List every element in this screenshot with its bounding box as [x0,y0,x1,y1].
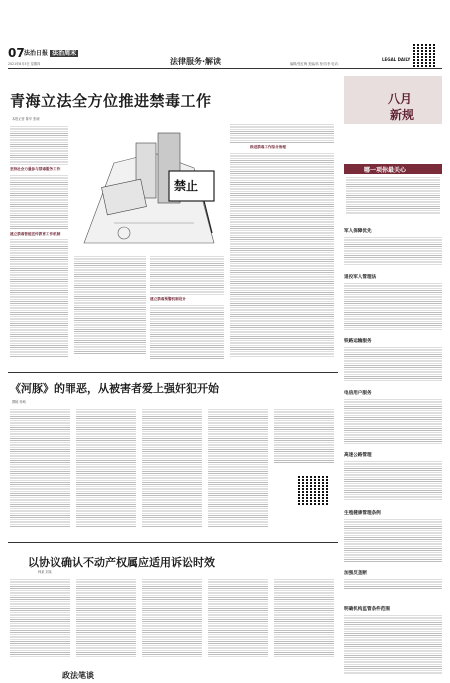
month-panel [344,76,442,124]
property-col-5 [274,578,334,662]
subheading-1: 坚持社会力量参与禁毒服务工作 [10,167,61,171]
puffer-col-4 [208,408,268,532]
sidebar-item-0 [344,228,442,266]
headline-property: 以协议确认不动产权属应适用诉讼时效 [28,556,215,569]
puffer-col-1 [10,408,70,532]
divider-1 [8,372,338,373]
sidebar-item-1 [344,274,442,330]
article-anti-drug [8,75,338,365]
subheading-4: 推进禁毒工作综合治理 [250,145,286,149]
section-title: 法律服务·解读 [170,57,222,66]
sidebar-item-title: 电信用户服务 [344,391,372,396]
divider-2 [8,542,338,543]
byline-anti-drug: 本报记者 陈华 张晓 [12,117,40,121]
puffer-col-2 [76,408,136,532]
subheading-2: 建立禁毒智能宣传教育工作机制 [10,231,61,236]
subheading-3: 建立禁毒预警机制设计 [150,297,186,301]
issue-date: 2021年8月5日 星期四 [8,62,41,66]
byline-property: 韩某 刘某 [38,570,52,574]
forbidden-sign-text: 禁止 [174,179,199,193]
headline-anti-drug: 青海立法全方位推进禁毒工作 [10,92,212,110]
article-col-2 [74,255,146,361]
sidebar-banner-text: 哪一项你最关心 [364,167,407,174]
property-col-3 [142,578,202,662]
property-col-1 [10,578,70,662]
article-col-1 [10,125,68,361]
illustration-svg [74,123,224,251]
page-number: 07 [8,46,25,60]
puffer-col-3 [142,408,202,532]
article-puffer [8,378,338,538]
sidebar-item-title: 高速公路管理 [344,453,372,458]
qr-code-article [298,476,328,506]
masthead-rule [8,68,442,69]
sidebar-item-title: 明确机构监管条件范围 [344,607,390,612]
headline-puffer: 《河豚》的罪恶，从被害者爱上强奸犯开始 [10,382,219,395]
month-subtitle: 新规 [390,108,415,122]
editor-credits: 编辑/张红梅 美编/高 校对/李 电话： [290,62,341,66]
masthead [0,0,450,70]
footer-column-label: 政法笔谈 [62,671,94,680]
paper-name: 法治日报 法治周末 [24,50,77,57]
article-col-3 [150,255,224,361]
property-col-2 [76,578,136,662]
sidebar-item-6 [344,570,442,590]
sidebar-new-rules [344,76,442,596]
anti-drug-illustration [74,123,224,251]
sidebar-item-3 [344,390,442,444]
month-title: 八月 [388,92,413,106]
sidebar-item-7 [344,606,442,674]
sidebar-item-title: 生殖健康管理条例 [344,511,381,516]
sidebar-item-title: 加强反垄断 [344,571,367,576]
article-col-4 [230,123,334,361]
sidebar-item-title: 铁路运输服务 [344,339,372,344]
sidebar-item-2 [344,338,442,382]
article-property [8,548,338,668]
sidebar-item-5 [344,510,442,562]
legal-daily-logo: LEGAL DAILY [382,57,411,62]
sidebar-intro [346,176,440,216]
byline-puffer: 撰稿 杨萌 [12,400,26,404]
sidebar-item-title: 退役军人管理法 [344,275,377,280]
puffer-col-5 [274,408,334,468]
sidebar-item-4 [344,452,442,500]
property-col-4 [208,578,268,662]
sidebar-item-title: 军人保障优先 [344,229,372,234]
qr-code-top [413,44,437,68]
sidebar-banner [344,164,442,174]
